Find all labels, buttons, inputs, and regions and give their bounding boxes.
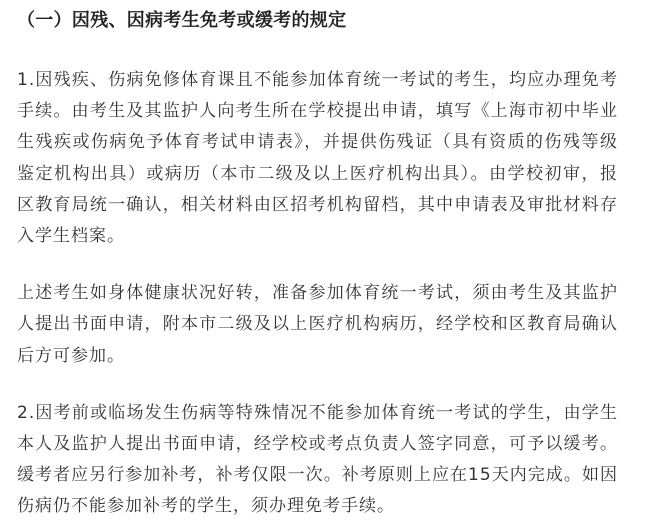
section-heading: （一）因残、因病考生免考或缓考的规定 (17, 10, 347, 31)
paragraph-deferral-procedure: 2.因考前或临场发生伤病等特殊情况不能参加体育统一考试的学生，由学生本人及监护人提出书面申请，经学校或考点负责人签字同意，可予以缓考。缓考者应另行参加补考，补考仅限一次。补考原则上应在15天内完成。如因伤病仍不能参加补考的学生，须办理免考手续。 (17, 402, 618, 517)
paragraph-exemption-procedure: 1.因残疾、伤病免修体育课且不能参加体育统一考试的考生，均应办理免考手续。由考生及其监护人向考生所在学校提出申请，填写《上海市初中毕业生残疾或伤病免予体育考试申请表》，并提供伤残证（具有资质的伤残等级鉴定机构出具）或病历（本市二级及以上医疗机构出具）。由学校初审，报区教育局统一确认，相关材料由区招考机构留档，其中申请表及审批材料存入学生档案。 (17, 70, 618, 247)
paragraph-recovery-participation: 上述考生如身体健康状况好转，准备参加体育统一考试，须由考生及其监护人提出书面申请，附本市二级及以上医疗机构病历，经学校和区教育局确认后方可参加。 (17, 283, 618, 366)
